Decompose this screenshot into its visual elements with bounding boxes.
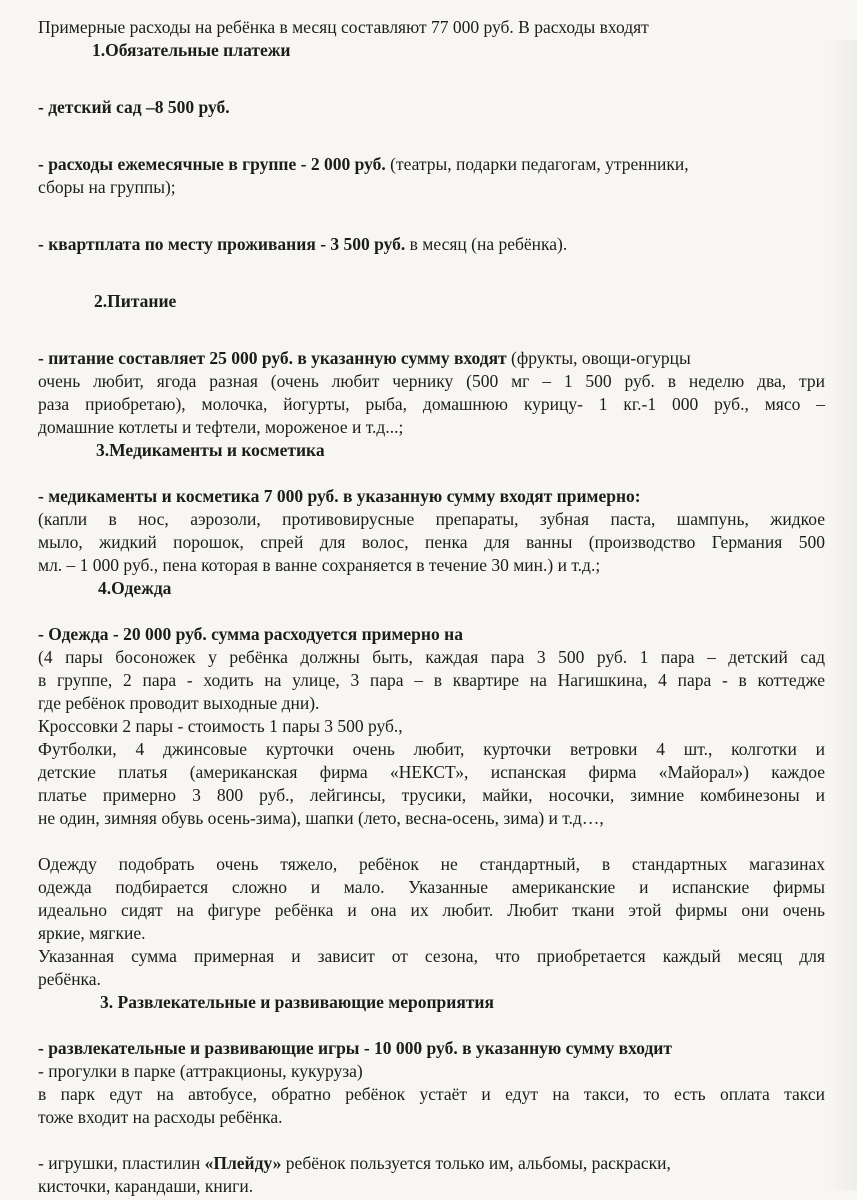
- entertainment-line-2: - прогулки в парке (аттракционы, кукуруза): [38, 1061, 363, 1081]
- heading-medicine-cosmetics: 3.Медикаменты и косметика: [96, 440, 325, 460]
- medicine-line-3: мыло, жидкий порошок, спрей для волос, пенка для ванны (производство Германия 500: [38, 532, 825, 552]
- heading-food: 2.Питание: [94, 291, 177, 311]
- food-line-3: раза приобретаю), молочка, йогурты, рыба, домашнюю курицу- 1 кг.-1 000 руб., мясо –: [38, 394, 825, 414]
- entertainment-line-4: тоже входит на расходы ребёнка.: [38, 1107, 283, 1127]
- rent-note: в месяц (на ребёнка).: [405, 234, 568, 254]
- food-line-1: [38, 347, 825, 370]
- clothing-line-2: (4 пары босоножек у ребёнка должны быть, каждая пара 3 500 руб. 1 пара – детский сад: [38, 647, 825, 667]
- clothing-comment-1: Одежду подобрать очень тяжело, ребёнок не стандартный, в стандартных магазинах: [38, 854, 825, 874]
- clothing-line-4: где ребёнок проводит выходные дни).: [38, 693, 320, 713]
- group-expenses-line: [38, 153, 825, 176]
- entertainment-line-1: - развлекательные и развивающие игры - 10 000 руб. в указанную сумму входит: [38, 1038, 672, 1058]
- clothing-line-1: - Одежда - 20 000 руб. сумма расходуется примерно на: [38, 624, 463, 644]
- medicine-line-1: - медикаменты и косметика 7 000 руб. в указанную сумму входят примерно:: [38, 486, 641, 506]
- group-expenses-line-2: сборы на группы);: [38, 177, 176, 197]
- clothing-comment-4: яркие, мягкие.: [38, 923, 146, 943]
- toys-brand: «Плейду»: [204, 1153, 282, 1173]
- scan-shadow: [827, 40, 857, 1190]
- clothing-line-5: Кроссовки 2 пары - стоимость 1 пары 3 500 руб.,: [38, 716, 403, 736]
- clothing-line-8: платье примерно 3 800 руб., лейгинсы, трусики, майки, носочки, зимние комбинезоны и: [38, 785, 825, 805]
- toys-line-2: кисточки, карандаши, книги.: [38, 1176, 254, 1196]
- clothing-comment-5: Указанная сумма примерная и зависит от сезона, что приобретается каждый месяц для: [38, 946, 825, 966]
- clothing-line-6: Футболки, 4 джинсовые курточки очень любит, курточки ветровки 4 шт., колготки и: [38, 739, 825, 759]
- toys-line-1: [38, 1152, 825, 1175]
- group-expenses-bold: - расходы ежемесячные в группе - 2 000 руб.: [38, 154, 386, 174]
- food-line-4: домашние котлеты и тефтели, мороженое и т.д...;: [38, 417, 404, 437]
- clothing-line-7: детские платья (американская фирма «НЕКСТ», испанская фирма «Майорал») каждое: [38, 762, 825, 782]
- toys-text-c: ребёнок пользуется только им, альбомы, раскраски,: [281, 1153, 671, 1173]
- clothing-line-9: не один, зимняя обувь осень-зима), шапки (лето, весна-осень, зима) и т.д…,: [38, 808, 604, 828]
- toys-text-a: - игрушки, пластилин: [38, 1153, 205, 1173]
- clothing-line-3: в группе, 2 пара - ходить на улице, 3 пара – в квартире на Нагишкина, 4 пара - в коттедже: [38, 670, 825, 690]
- clothing-comment-2: одежда подбирается сложно и мало. Указанные американские и испанские фирмы: [38, 877, 825, 897]
- food-note: (фрукты, овощи-огурцы: [506, 348, 691, 368]
- medicine-line-2: (капли в нос, аэрозоли, противовирусные препараты, зубная паста, шампунь, жидкое: [38, 509, 825, 529]
- entertainment-line-3: в парк едут на автобусе, обратно ребёнок устаёт и едут на такси, то есть оплата такси: [38, 1084, 825, 1104]
- heading-mandatory-payments: 1.Обязательные платежи: [92, 40, 291, 60]
- intro-line: Примерные расходы на ребёнка в месяц составляют 77 000 руб. В расходы входят: [38, 17, 649, 37]
- heading-entertainment: 3. Развлекательные и развивающие мероприятия: [100, 992, 494, 1012]
- rent-bold: - квартплата по месту проживания - 3 500 руб.: [38, 234, 406, 254]
- clothing-comment-3: идеально сидят на фигуре ребёнка и она их любит. Любит ткани этой фирмы они очень: [38, 900, 825, 920]
- food-bold: - питание составляет 25 000 руб. в указанную сумму входят: [38, 348, 507, 368]
- heading-clothing: 4.Одежда: [98, 578, 172, 598]
- medicine-line-4: мл. – 1 000 руб., пена которая в ванне сохраняется в течение 30 мин.) и т.д.;: [38, 555, 601, 575]
- kindergarten-line: - детский сад –8 500 руб.: [38, 97, 230, 117]
- group-expenses-note: (театры, подарки педагогам, утренники,: [385, 154, 689, 174]
- clothing-comment-6: ребёнка.: [38, 969, 101, 989]
- rent-line: [38, 233, 825, 256]
- food-line-2: очень любит, ягода разная (очень любит чернику (500 мг – 1 500 руб. в неделю два, три: [38, 371, 825, 391]
